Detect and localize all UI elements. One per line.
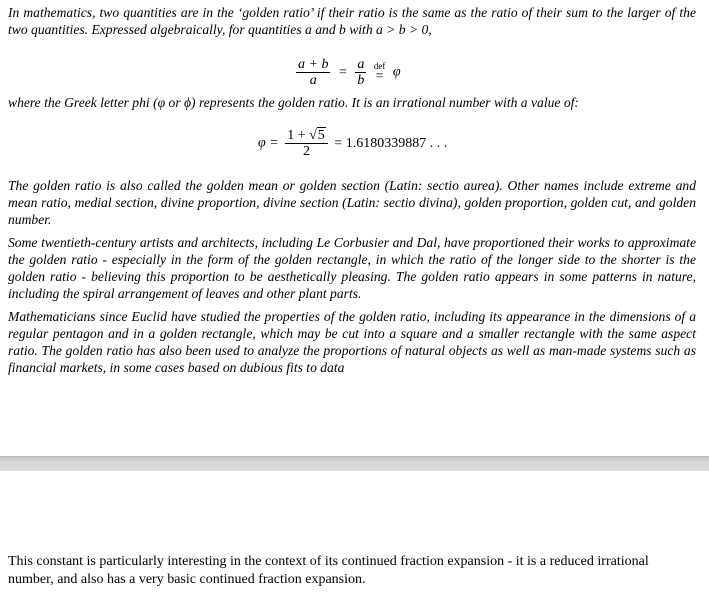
paragraph-mathematicians: Mathematicians since Euclid have studied the properties of the golden ratio, including its appearance in the dimensions of a regular pentagon and in a golden rectangle, which may be cut into a square and a smaller rectangle with the same aspect ratio. The golden ratio has also been used to analyze the proportions of natural objects as well as man-made systems such as financial markets, in some cases based on dubious fits to data xyxy=(8,309,696,375)
equation-golden-ratio-definition: $\frac{a + b}{a}$ = $\frac{a}{b}$ def = φ xyxy=(298,57,401,88)
paragraph-golden-ratio-definition: In mathematics, two quantities are in the ‘golden ratio’ if their ratio is the same as the ratio of their sum to the larger of the two quantities. Expressed algebraically, for quantities a and b with a > b > 0, xyxy=(8,5,696,37)
defined-equals-sign: def = xyxy=(373,61,386,84)
paragraph-continued-fraction: This constant is particularly interesting in the context of its continued fraction expansion - it is a reduced irrational number, and also has a very basic continued fraction expansion. xyxy=(8,554,649,587)
fraction-a-over-b: $\frac{a}{b}$ xyxy=(357,57,365,88)
paragraph-phi-intro: where the Greek letter phi (φ or ϕ) represents the golden ratio. It is an irrational number with a value of: xyxy=(8,95,579,110)
equation-golden-ratio-value: φ = $\frac{1 + √5}{2}$ = 1.6180339887 . . . xyxy=(258,128,448,159)
document-page-2 xyxy=(0,471,709,592)
fraction-one-plus-root-five-over-two: $\frac{1 + √5}{2}$ xyxy=(285,128,328,159)
paragraph-alternate-names: The golden ratio is also called the golden mean or golden section (Latin: sectio aurea). Other names include extreme and mean ratio, medial section, divine proportion, divine section (Latin: sectio divina), golden proportion, golden cut, and golden number. xyxy=(8,178,696,227)
paragraph-art-and-nature: Some twentieth-century artists and architects, including Le Corbusier and Dal, have proportioned their works to approximate the golden ratio - especially in the form of the golden rectangle, in which the ratio of the longer side to the shorter is the golden ratio - believing this proportion to be aesthetically pleasing. The golden ratio appears in some patterns in nature, including the spiral arrangement of leaves and other plant parts. xyxy=(8,235,696,301)
fraction-a-plus-b-over-a: $\frac{a + b}{a}$ xyxy=(298,57,329,88)
page-break-divider xyxy=(0,456,709,472)
